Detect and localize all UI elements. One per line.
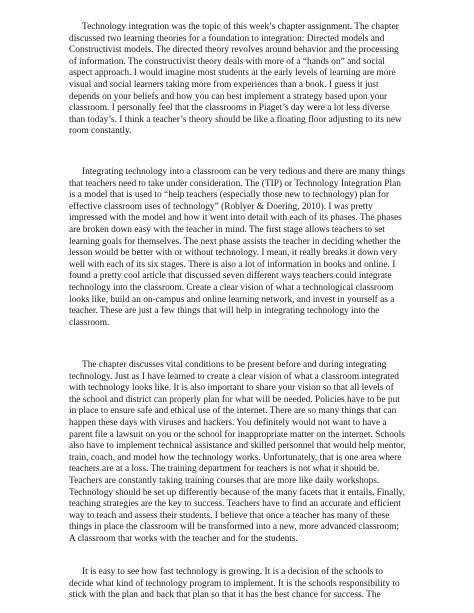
text-line: than today’s. I think a teacher’s theory should be like a floating floor adjusting to its new [69,114,402,125]
text-line: technology. Just as I have learned to create a clear vision of what a classroom integrated [69,371,399,382]
text-line: the school and district can properly plan for what will be needed. Policies have to be put [69,394,400,405]
text-line: effective classroom uses of technology” (Roblyer & Doering, 2010). I was pretty [69,201,373,212]
text-line: teacher. These are just a few things that will help in integrating technology into the [69,306,380,317]
text-line: decide what kind of technology program to implement. It is the schools responsibility to [69,578,400,589]
text-line: depends on your beliefs and how you can best implement a strategy based upon your [69,91,388,102]
text-line: learning goals for themselves. The next phase assists the teacher in deciding whether the [69,236,401,247]
text-line: things in place the classroom will be transformed into a new, more advanced classroom; [69,522,400,533]
text-line: way to teach and assess their students. I believe that once a teacher has many of these [69,510,390,521]
text-line: of information. The constructivist theory deals with more of a “hands on” and social [69,56,385,67]
text-line: with technology looks like. It is also important to share your vision so that all levels of [69,383,394,394]
text-line: parent file a lawsuit on you or the school for inappropriate matter on the internet. Schools [69,429,405,440]
text-line: are broken down easy with the teacher in mind. The first stage allows teachers to set [69,224,385,235]
text-line: in place to ensure safe and ethical use of the internet. There are so many things that can [69,406,397,417]
text-line: Integrating technology into a classroom can be very tedious and there are many things [82,167,406,177]
text-line: Technology integration was the topic of this week’s chapter assignment. The chapter [82,22,399,32]
text-line: classroom. [69,317,110,328]
text-line: impressed with the model and how it went into detail with each of its phases. The phases [69,213,402,224]
text-line: train, coach, and model how the technology works. Unfortunately, that is one area where [69,452,402,463]
text-line: Teachers are constantly taking training courses that are more like daily workshops. [69,475,380,486]
text-line: Technology should be set up differently because of the many facets that it entails. Finally, [69,487,405,498]
text-line: classroom. I personally feel that the classrooms in Piaget’s day were a lot less diverse [69,103,390,114]
text-line: visual and social learners taking more from experiences than a book. I guess it just [69,79,379,90]
text-line: that teachers need to take under consideration. The (TIP) or Technology Integration Plan [69,178,401,189]
text-line: found a pretty cool article that discussed seven different ways teachers could integrate [69,271,392,282]
text-line: aspect approach. I would imagine most students at the early levels of learning are more [69,68,396,79]
text-line: also have to implement technical assistance and skilled personnel that would help mentor, [69,441,406,452]
text-line: looks like, build an on-campus and online learning network, and invest in yourself as a [69,294,395,305]
paragraph-technology-integration [69,22,461,138]
text-line: is a model that is used to “help teachers (especially those new to technology) plan for [69,190,389,201]
paragraph-vital-conditions [69,360,461,546]
text-line: lesson would be better with or without technology. I mean, it really breaks it down very [69,248,398,259]
paragraph-integration-plan [69,167,461,329]
text-line: well with each of its six stages. There is also a lot of information in books and online. I [69,259,396,270]
text-line: stick with the plan and back that plan so that it has the best chance for success. The [69,590,381,601]
text-line: room constantly. [69,126,132,137]
text-line: happen these days with viruses and hackers. You definitely would not want to have a [69,417,387,428]
text-line: Constructivist models. The directed theory revolves around behavior and the processing [69,45,399,56]
text-line: teaching strategies are the key to success. Teachers have to find an accurate and efficient [69,499,401,510]
text-line: technology into the classroom. Create a clear vision of what a technological classroom [69,282,394,293]
text-line: The chapter discusses vital conditions to be present before and during integrating [82,360,387,370]
text-line: It is easy to see how fast technology is growing. It is a decision of the schools to [82,567,383,577]
text-line: discussed two learning theories for a foundation to integration: Directed models and [69,33,385,44]
text-line: teachers are at a loss. The training department for teachers is not what it should be. [69,464,380,475]
paragraph-technology-growth [69,567,461,602]
text-line: A classroom that works with the teacher and for the students. [69,533,298,544]
